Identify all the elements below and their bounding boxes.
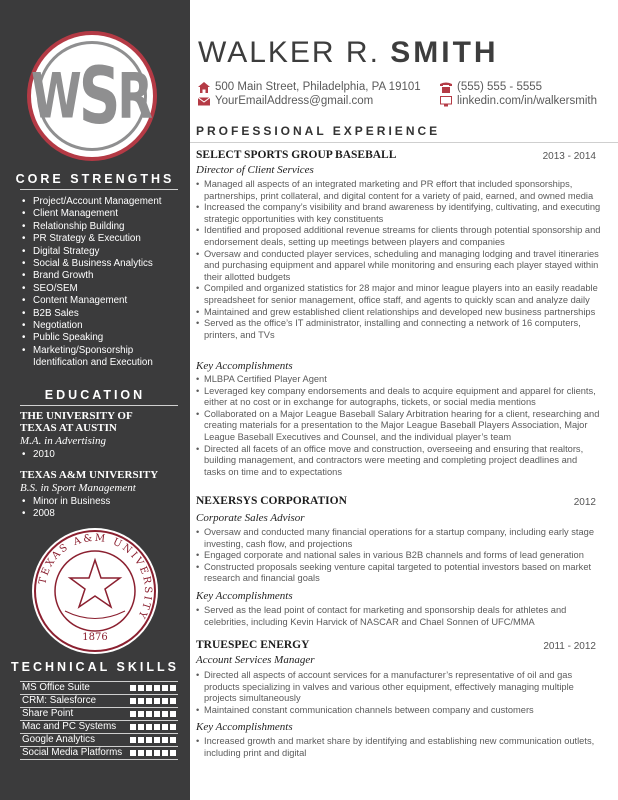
- core-strengths-heading: CORE STRENGTHS: [15, 172, 175, 186]
- skill-level-box: [146, 737, 152, 743]
- school-name: TEXAS A&M UNIVERSITY: [20, 469, 159, 481]
- skill-row: [20, 681, 178, 695]
- skill-level-box: [154, 698, 160, 704]
- main-content: [190, 0, 618, 800]
- skill-level-box: [130, 711, 136, 717]
- skill-level-box: [154, 711, 160, 717]
- list-item: • Served as the office’s IT administrator, installing and connecting a network of 16 computers, printers, and TVs: [196, 318, 601, 341]
- list-item: • Negotiation: [22, 320, 182, 332]
- accomplishments-heading: Key Accomplishments: [196, 721, 293, 733]
- list-item: • Identified and proposed additional revenue streams for clients through potential sponsorship and endorsement deals, setting up meetings between players and companies: [196, 225, 601, 248]
- list-item: • Collaborated on a Major League Baseball Salary Arbitration hearing for a client, researching and creating materials for a presentation to the Major League Baseball Players Association, Major League Baseball Executives and Counsel, and the individual player’s team: [196, 409, 601, 444]
- phone-icon: [440, 82, 452, 93]
- list-item: • Leveraged key company endorsements and deals to acquire equipment and apparel for clients, either at no cost or in exchange for autographs, tickets, or social media mentions: [196, 386, 601, 409]
- skill-level-box: [154, 737, 160, 743]
- skill-level-box: [170, 724, 176, 730]
- monitor-icon: [440, 96, 452, 107]
- list-item: • Digital Strategy: [22, 246, 182, 258]
- list-item: • Social & Business Analytics: [22, 258, 182, 270]
- skill-name: CRM: Salesforce: [22, 695, 97, 706]
- list-item: • Oversaw and conducted many financial operations for a startup company, including early stage investing, cash flow, and projections: [196, 527, 601, 550]
- skill-level-box: [162, 698, 168, 704]
- skill-level-box: [154, 685, 160, 691]
- list-item: • Minor in Business: [22, 496, 182, 508]
- skill-level-box: [146, 724, 152, 730]
- skill-level-meter: [130, 737, 176, 743]
- university-seal-icon: [30, 526, 160, 656]
- first-name: WALKER R.: [198, 36, 380, 69]
- skill-level-box: [162, 750, 168, 756]
- seal-text: TEXAS A&M UNIVERSITY: [37, 532, 154, 622]
- email-text: YourEmailAddress@gmail.com: [215, 95, 374, 107]
- skill-level-box: [146, 750, 152, 756]
- list-item: • Brand Growth: [22, 270, 182, 282]
- list-item: • Public Speaking: [22, 332, 182, 344]
- last-name: SMITH: [390, 36, 499, 69]
- skill-row: [20, 734, 178, 747]
- skill-row: [20, 708, 178, 721]
- list-item: • 2010: [22, 449, 182, 461]
- skill-level-box: [138, 685, 144, 691]
- list-item: • MLBPA Certified Player Agent: [196, 374, 601, 386]
- skill-level-box: [146, 685, 152, 691]
- duties-list: [196, 527, 601, 585]
- skill-level-box: [130, 724, 136, 730]
- list-item: • SEO/SEM: [22, 283, 182, 295]
- monogram-letter: S: [78, 50, 121, 142]
- skill-level-box: [146, 698, 152, 704]
- divider: [20, 405, 178, 406]
- skill-name: Share Point: [22, 708, 74, 719]
- candidate-name: [198, 36, 499, 70]
- list-item: • Increased growth and market share by identifying and establishing new communication outlets, including print and digital: [196, 736, 601, 759]
- skill-level-meter: [130, 685, 176, 691]
- job-years: 2013 - 2014: [542, 151, 596, 162]
- list-item: • Marketing/Sponsorship Identification and Execution: [22, 345, 163, 370]
- list-item: • Constructed proposals seeking venture capital targeted to potential investors based on market research and financial goals: [196, 562, 601, 585]
- technical-skills-heading: TECHNICAL SKILLS: [11, 660, 179, 674]
- address: [198, 81, 421, 93]
- monogram-letter: R: [117, 59, 153, 133]
- address-text: 500 Main Street, Philadelphia, PA 19101: [215, 81, 421, 93]
- list-item: • 2008: [22, 508, 182, 520]
- skill-level-box: [138, 724, 144, 730]
- job-title: Director of Client Services: [196, 164, 314, 176]
- company-name: SELECT SPORTS GROUP BASEBALL: [196, 149, 397, 161]
- skill-level-box: [146, 711, 152, 717]
- skill-level-box: [170, 685, 176, 691]
- skill-level-box: [170, 737, 176, 743]
- skill-level-box: [162, 711, 168, 717]
- list-item: • Maintained and grew established client relationships and developed new business partnerships: [196, 307, 601, 319]
- skill-name: Google Analytics: [22, 734, 95, 745]
- school-name: THE UNIVERSITY OF TEXAS AT AUSTIN: [20, 410, 133, 434]
- email[interactable]: [198, 95, 373, 107]
- divider: [190, 142, 618, 143]
- home-icon: [198, 82, 210, 93]
- skill-level-box: [162, 724, 168, 730]
- accomplishments-list: [196, 374, 601, 478]
- skill-name: MS Office Suite: [22, 682, 90, 693]
- skill-level-box: [170, 750, 176, 756]
- job-years: 2011 - 2012: [543, 641, 596, 652]
- degree: M.A. in Advertising: [20, 435, 106, 447]
- skill-level-box: [130, 737, 136, 743]
- list-item: • Project/Account Management: [22, 196, 182, 208]
- skills-table: [20, 681, 178, 760]
- list-item: • Managed all aspects of an integrated marketing and PR effort that included sponsorships, partnerships, print collateral, and digital content for a variety of paid, earned, and owned media: [196, 179, 601, 202]
- list-item: • Directed all aspects of account services for a manufacturer’s representative of oil and gas products specializing in valves and various other equipment, effectively managing multiple projects simultaneously: [196, 670, 601, 705]
- education-heading: EDUCATION: [44, 388, 146, 402]
- skill-level-box: [170, 698, 176, 704]
- sidebar: [0, 0, 190, 800]
- experience-heading: PROFESSIONAL EXPERIENCE: [196, 124, 441, 138]
- skill-level-box: [130, 685, 136, 691]
- skill-level-meter: [130, 750, 176, 756]
- linkedin-text: linkedin.com/in/walkersmith: [457, 95, 597, 107]
- skill-name: Mac and PC Systems: [22, 721, 117, 732]
- job-title: Account Services Manager: [196, 654, 315, 666]
- skill-level-box: [138, 737, 144, 743]
- accomplishments-heading: Key Accomplishments: [196, 590, 293, 602]
- linkedin[interactable]: [440, 95, 597, 107]
- list-item: • Served as the lead point of contact for marketing and sponsorship deals for athletes and celebrities, including Kevin Harvick of NASCAR and Chael Sonnen of UFC/MMA: [196, 605, 601, 628]
- skill-level-box: [154, 724, 160, 730]
- list-item: • Directed all facets of an office move and construction, overseeing and ensuring that realtors, building management, and contractors were meeting and completing project deadlines and tasks on time and to expectations: [196, 444, 601, 479]
- list-item: • Oversaw and conducted player services, scheduling and managing lodging and travel itineraries and purchasing equipment and apparel while monitoring and ensuring each player stayed within their allotted budgets: [196, 249, 601, 284]
- degree: B.S. in Sport Management: [20, 482, 136, 494]
- skill-level-box: [130, 698, 136, 704]
- skill-level-meter: [130, 711, 176, 717]
- duties-list: [196, 670, 601, 716]
- divider: [20, 189, 178, 190]
- list-item: • PR Strategy & Execution: [22, 233, 182, 245]
- list-item: • Relationship Building: [22, 221, 182, 233]
- list-item: • Engaged corporate and national sales in various B2B channels and forms of lead generation: [196, 550, 601, 562]
- skill-level-box: [130, 750, 136, 756]
- skill-row: [20, 695, 178, 708]
- list-item: • Compiled and organized statistics for 28 major and minor league players into an easily readable spreadsheet for senior management, office staff, and agents to quickly scan and analyze daily: [196, 283, 601, 306]
- education-details: [22, 449, 182, 461]
- skill-level-box: [138, 698, 144, 704]
- skill-row: [20, 721, 178, 734]
- skill-level-box: [138, 711, 144, 717]
- monogram-logo: [27, 31, 157, 161]
- duties-list: [196, 179, 601, 341]
- monogram-letter: W: [31, 59, 82, 133]
- seal-year: 1876: [82, 632, 108, 643]
- list-item: • Client Management: [22, 208, 182, 220]
- list-item: • Maintained constant communication channels between company and customers: [196, 705, 601, 717]
- skill-level-meter: [130, 724, 176, 730]
- skill-level-box: [162, 685, 168, 691]
- skill-level-box: [162, 737, 168, 743]
- skill-name: Social Media Platforms: [22, 747, 123, 758]
- list-item: • Increased the company’s visibility and brand awareness by identifying, cultivating, and executing strategic opportunities with key constituents: [196, 202, 601, 225]
- skill-level-box: [170, 711, 176, 717]
- skill-level-meter: [130, 698, 176, 704]
- skill-level-box: [154, 750, 160, 756]
- email-icon: [198, 96, 210, 107]
- list-item: • B2B Sales: [22, 308, 182, 320]
- phone-text: (555) 555 - 5555: [457, 81, 543, 93]
- accomplishments-heading: Key Accomplishments: [196, 360, 293, 372]
- skill-level-box: [138, 750, 144, 756]
- company-name: TRUESPEC ENERGY: [196, 639, 310, 651]
- skill-row: [20, 747, 178, 760]
- list-item: • Content Management: [22, 295, 182, 307]
- accomplishments-list: [196, 605, 601, 628]
- education-details: [22, 496, 182, 521]
- company-name: NEXERSYS CORPORATION: [196, 495, 347, 507]
- job-title: Corporate Sales Advisor: [196, 512, 305, 524]
- phone: [440, 81, 542, 93]
- accomplishments-list: [196, 736, 601, 759]
- core-strengths-list: [22, 196, 182, 370]
- job-years: 2012: [573, 497, 596, 508]
